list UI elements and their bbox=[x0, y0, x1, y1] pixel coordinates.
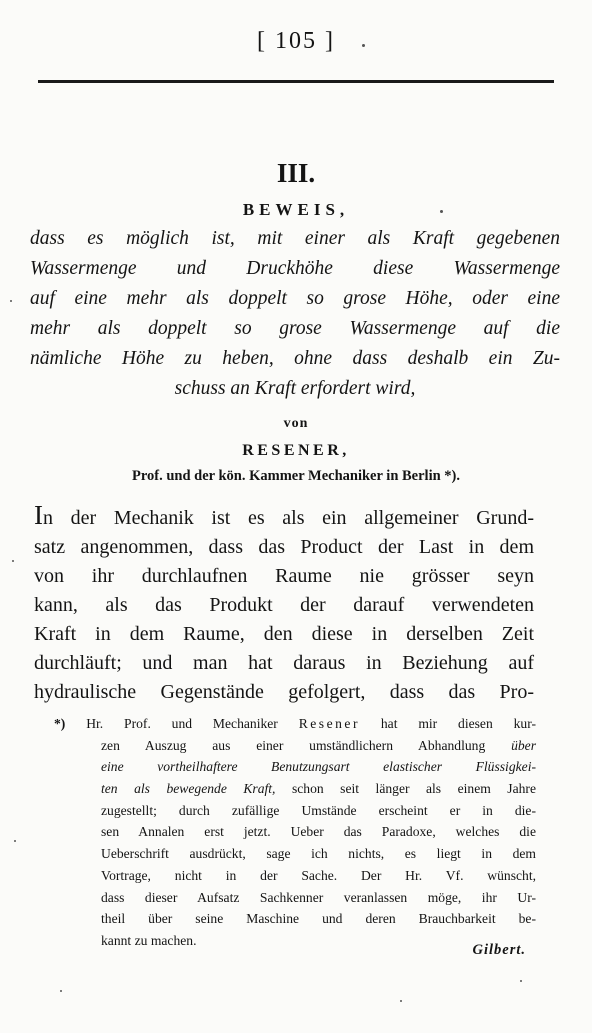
body-line: satz angenommen, dass das Product der Last in dem bbox=[34, 536, 534, 558]
footnote bbox=[54, 713, 536, 952]
title-line: nämliche Höhe zu heben, ohne dass deshalb ein Zu- bbox=[30, 348, 560, 369]
footnote-line: kannt zu machen. bbox=[101, 932, 197, 948]
title-line: dass es möglich ist, mit einer als Kraft gegebenen bbox=[30, 228, 560, 249]
footnote-line: dass dieser Aufsatz Sachkenner veranlassen möge, ihr Ur- bbox=[101, 889, 536, 905]
scan-speck bbox=[362, 44, 365, 47]
footnote-line: theil über seine Maschine und deren Brauchbarkeit be- bbox=[101, 911, 536, 927]
footnote-author-name: Resener bbox=[298, 716, 360, 731]
footnote-line bbox=[54, 713, 536, 735]
scan-speck bbox=[440, 210, 443, 213]
footnote-text: zen Auszug aus einer umständlichern Abhandlung bbox=[101, 737, 486, 753]
scan-speck bbox=[12, 560, 14, 562]
body-line: Kraft in dem Raume, den diese in derselben Zeit bbox=[34, 623, 534, 645]
page-number: [ 105 ] bbox=[257, 28, 335, 54]
footnote-line: eine vortheilhaftere Benutzungsart elastischer Flüssigkei- bbox=[101, 759, 536, 775]
scan-speck bbox=[14, 840, 16, 842]
footnote-line: Ueberschrift ausdrückt, sage ich nichts, es liegt in dem bbox=[101, 846, 536, 862]
header-rule bbox=[38, 80, 554, 83]
scan-speck bbox=[10, 300, 12, 302]
scan-speck bbox=[520, 980, 522, 982]
footnote-line: Vortrage, nicht in der Sache. Der Hr. Vf. wünscht, bbox=[101, 867, 536, 883]
footnote-italic: ten als bewegende Kraft, bbox=[101, 781, 276, 797]
body-line: kann, als das Produkt der darauf verwendeten bbox=[34, 594, 534, 616]
body-line: durchläuft; und man hat daraus in Beziehung auf bbox=[34, 652, 534, 674]
footnote-italic: über bbox=[511, 737, 536, 753]
body-line bbox=[34, 500, 534, 533]
footnote-marker: *) bbox=[54, 716, 66, 731]
section-numeral: III. bbox=[276, 158, 316, 188]
footnote-text: Hr. Prof. und Mechaniker bbox=[86, 716, 278, 731]
drop-initial: I bbox=[34, 500, 43, 530]
byline-von: von bbox=[283, 416, 309, 431]
scan-speck bbox=[60, 990, 62, 992]
title-line: mehr als doppelt so grose Wassermenge auf die bbox=[30, 318, 560, 339]
body-line: hydraulische Gegenstände gefolgert, dass das Pro- bbox=[34, 681, 534, 703]
author-name: RESENER, bbox=[242, 442, 350, 459]
footnote-line: zugestellt; durch zufällige Umstände erscheint er in die- bbox=[101, 802, 536, 818]
author-affiliation: Prof. und der kön. Kammer Mechaniker in Berlin *). bbox=[132, 468, 460, 484]
body-line: von ihr durchlaufnen Raume nie grösser seyn bbox=[34, 565, 534, 587]
article-title bbox=[30, 224, 560, 404]
footnote-text: schon seit länger als einem Jahre bbox=[291, 781, 536, 797]
footnote-signature: Gilbert. bbox=[472, 942, 526, 958]
footnote-text: hat mir diesen kur- bbox=[380, 716, 536, 731]
body-paragraph bbox=[34, 500, 534, 707]
footnote-line bbox=[54, 778, 536, 800]
title-heading: BEWEIS, bbox=[242, 200, 350, 219]
title-line: auf eine mehr als doppelt so grose Höhe, oder eine bbox=[30, 288, 560, 309]
title-line: schuss an Kraft erfordert wird, bbox=[174, 378, 416, 399]
title-line: Wassermenge und Druckhöhe diese Wassermenge bbox=[30, 258, 560, 279]
scan-speck bbox=[400, 1000, 402, 1002]
footnote-line: sen Annalen erst jetzt. Ueber das Paradoxe, welches die bbox=[101, 824, 536, 840]
footnote-line bbox=[54, 735, 536, 757]
body-line-text: n der Mechanik ist es als ein allgemeiner Grund- bbox=[43, 507, 534, 529]
